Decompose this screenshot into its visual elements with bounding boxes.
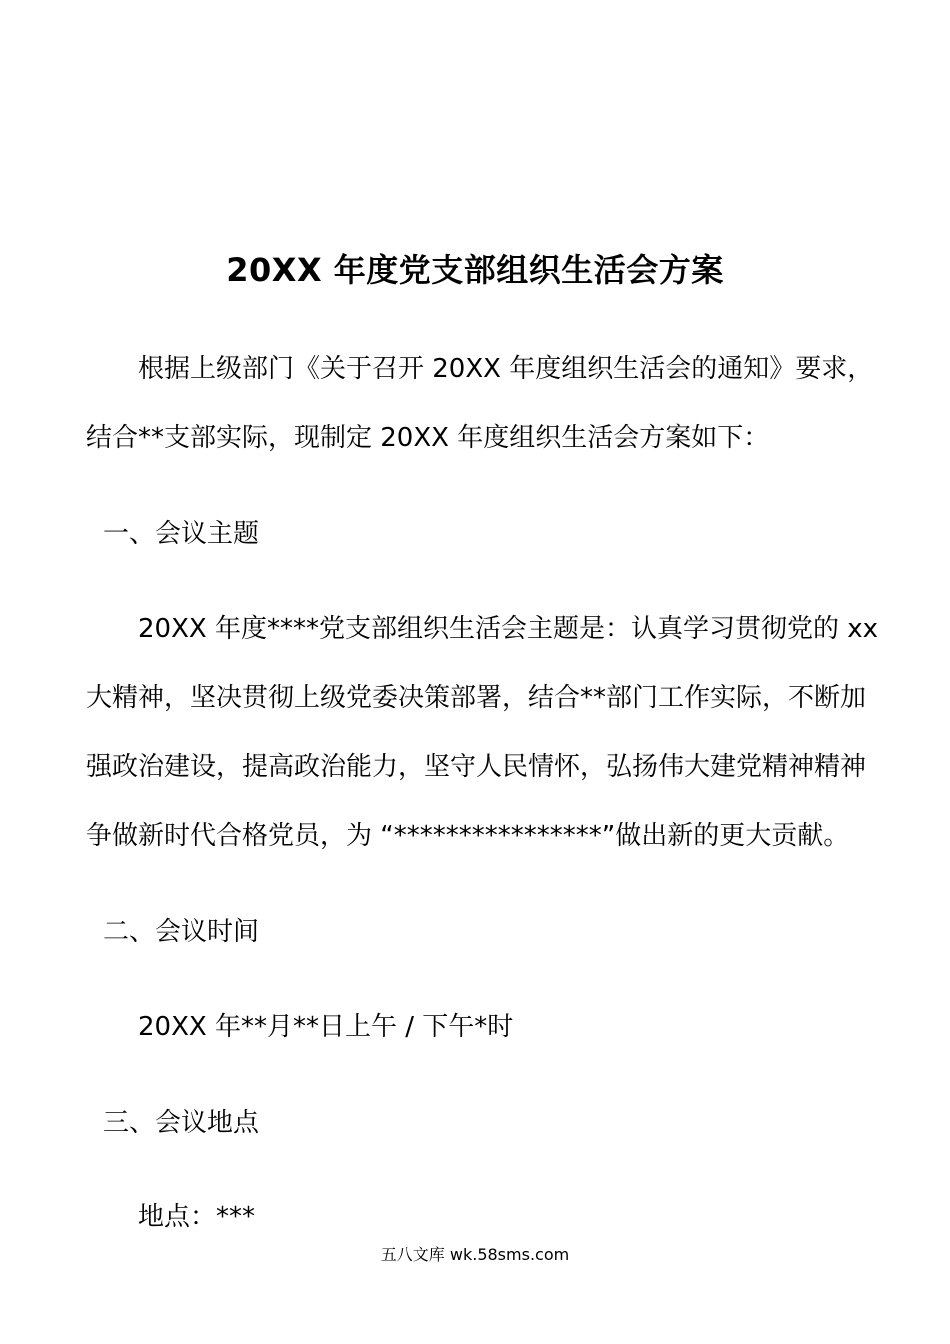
- theme-line-3: 强政治建设，提高政治能力，坚守人民情怀，弘扬伟大建党精神精神: [86, 752, 867, 782]
- theme-line-4: 争做新时代合格党员，为 “****************”做出新的更大贡献。: [86, 821, 850, 851]
- meeting-location-text: 地点：***: [138, 1202, 256, 1232]
- meeting-time-text: 20XX 年**月**日上午 / 下午*时: [138, 1012, 514, 1042]
- footer-source-link[interactable]: 五八文库 wk.58sms.com: [380, 1245, 570, 1264]
- intro-line-2: 结合**支部实际，现制定 20XX 年度组织生活会方案如下：: [86, 423, 770, 453]
- section-heading-time: 二、会议时间: [103, 917, 260, 947]
- section-heading-location: 三、会议地点: [103, 1108, 260, 1138]
- theme-line-2: 大精神，坚决贯彻上级党委决策部署，结合**部门工作实际，不断加: [86, 683, 867, 713]
- document-title: 20XX 年度党支部组织生活会方案: [226, 251, 724, 289]
- intro-line-1: 根据上级部门《关于召开 20XX 年度组织生活会的通知》要求，: [138, 354, 874, 384]
- theme-line-1: 20XX 年度****党支部组织生活会主题是：认真学习贯彻党的 xx: [138, 614, 879, 644]
- section-heading-theme: 一、会议主题: [103, 519, 260, 549]
